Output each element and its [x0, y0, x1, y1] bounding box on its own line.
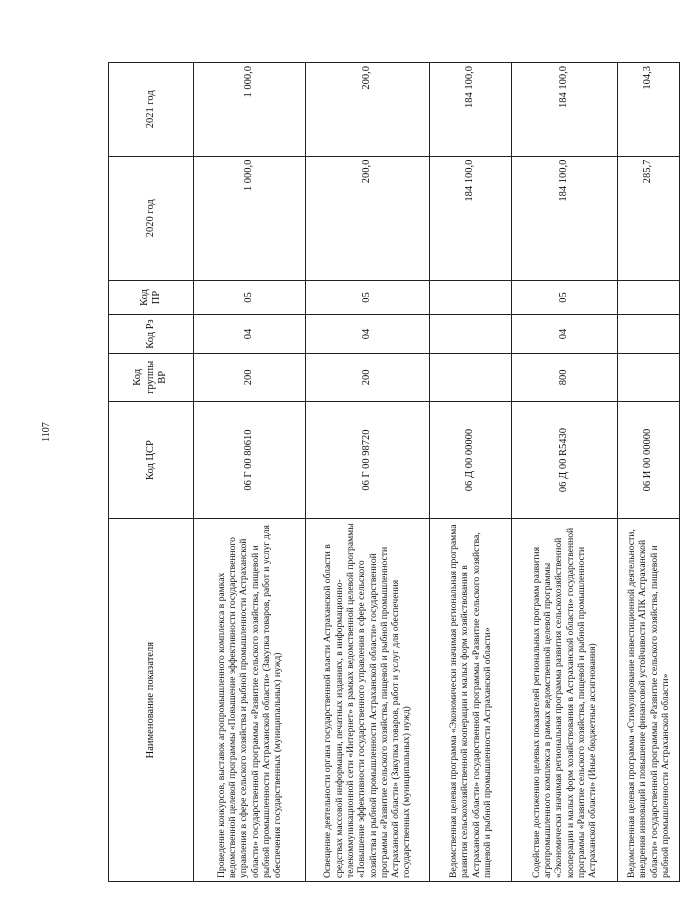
table-row — [306, 63, 430, 882]
row-name: Ведомственная целевая программа «Экономически значимая региональная программа развития сельскохозяйственной кооперации и малых форм хозяйствования в Астраханской области» государственной программы «Развитие сельского хозяйства, пищевой и рыбной промышленности Астраханской области» — [430, 519, 512, 882]
row-2021: 200,0 — [306, 63, 430, 157]
rotated-table-container — [108, 62, 671, 882]
row-pr: 05 — [306, 280, 430, 314]
row-vr — [430, 353, 512, 401]
table-row — [618, 63, 680, 882]
row-csr: 06 Г 00 80610 — [194, 401, 306, 518]
row-2021: 104,3 — [618, 63, 680, 157]
page-number: 1107 — [41, 422, 52, 442]
header-vr: Код группы ВР — [109, 353, 194, 401]
row-vr: 800 — [512, 353, 618, 401]
row-2021: 184 100,0 — [430, 63, 512, 157]
table-row — [512, 63, 618, 882]
table-row — [194, 63, 306, 882]
row-vr: 200 — [306, 353, 430, 401]
row-rz: 04 — [194, 315, 306, 354]
row-name: Ведомственная целевая программа «Стимулирование инвестиционной деятельности, внедрения инноваций и повышение финансовой устойчивости АПК Астраханской области» государственной программы «Развитие сельского хозяйства, пищевой и рыбной промышленности Астраханской области» — [618, 519, 680, 882]
row-pr — [618, 280, 680, 314]
header-csr: Код ЦСР — [109, 401, 194, 518]
row-pr: 05 — [194, 280, 306, 314]
row-2020: 1 000,0 — [194, 156, 306, 280]
budget-table — [108, 62, 680, 882]
table-row — [430, 63, 512, 882]
header-2021: 2021 год — [109, 63, 194, 157]
row-pr — [430, 280, 512, 314]
header-rz: Код Рз — [109, 315, 194, 354]
row-2020: 184 100,0 — [430, 156, 512, 280]
row-name: Содействие достижению целевых показателей региональных программ развития агропромышленного комплекса в рамках ведомственной целевой программы «Экономически значимая региональная программа развития сельскохозяйственной кооперации и малых форм хозяйствования в Астраханской области» государственной программы «Развитие сельского хозяйства, пищевой и рыбной промышленности Астраханской области» (Иные бюджетные ассигнования) — [512, 519, 618, 882]
row-csr: 06 Д 00 R5430 — [512, 401, 618, 518]
header-2020: 2020 год — [109, 156, 194, 280]
row-csr: 06 Г 00 98720 — [306, 401, 430, 518]
row-2021: 1 000,0 — [194, 63, 306, 157]
row-rz — [618, 315, 680, 354]
row-2020: 184 100,0 — [512, 156, 618, 280]
header-name: Наименование показателя — [109, 519, 194, 882]
row-csr: 06 Д 00 00000 — [430, 401, 512, 518]
row-rz — [430, 315, 512, 354]
row-vr: 200 — [194, 353, 306, 401]
row-rz: 04 — [306, 315, 430, 354]
row-2020: 200,0 — [306, 156, 430, 280]
row-vr — [618, 353, 680, 401]
row-name: Проведение конкурсов, выставок агропромышленного комплекса в рамках ведомственной целевой программы «Повышение эффективности государственного управления в сфере сельского хозяйства и рыбной промышленности Астраханской области» государственной программы «Развитие сельского хозяйства, пищевой и рыбной промышленности Астраханской области» (Закупка товаров, работ и услуг для обеспечения государственных (муниципальных) нужд) — [194, 519, 306, 882]
row-2021: 184 100,0 — [512, 63, 618, 157]
row-rz: 04 — [512, 315, 618, 354]
table-header-row — [109, 63, 194, 882]
header-pr: Код ПР — [109, 280, 194, 314]
row-pr: 05 — [512, 280, 618, 314]
row-csr: 06 И 00 00000 — [618, 401, 680, 518]
row-name: Освещение деятельности органа государственной власти Астраханской области в средствах массовой информации, печатных изданиях, в информационно-телекоммуникационной сети «Интернет» в рамках ведомственной целевой программы «Повышение эффективности государственного управления в сфере сельского хозяйства и рыбной промышленности Астраханской области» государственной программы «Развитие сельского хозяйства, пищевой и рыбной промышленности Астраханской области» (Закупка товаров, работ и услуг для обеспечения государственных (муниципальных) нужд) — [306, 519, 430, 882]
row-2020: 285,7 — [618, 156, 680, 280]
